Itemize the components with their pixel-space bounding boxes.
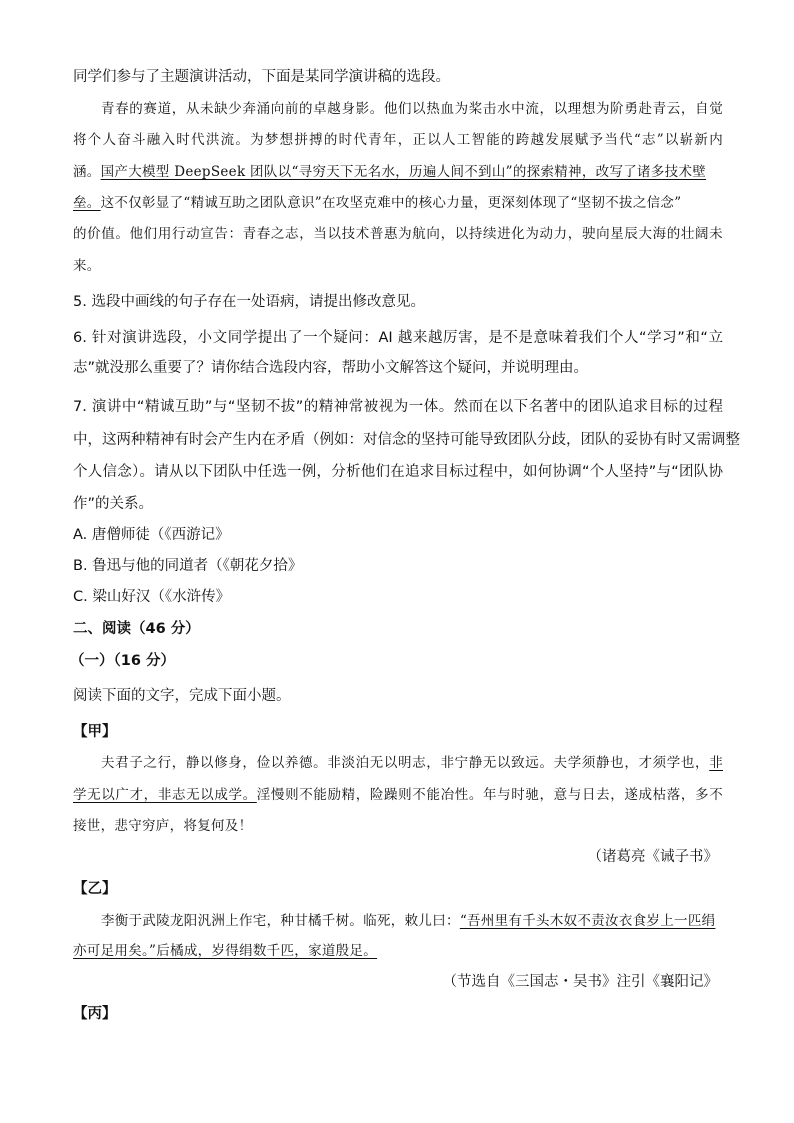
passage-label: 【乙】: [73, 881, 117, 897]
passage-line: 李衡于武陵龙阳汎洲上作宅，种甘橘千树。临死，敕儿曰：“吾州里有千头木奴不责汝衣食岁上一匹绢: [101, 913, 716, 929]
speech-line: 涵。国产大模型 DeepSeek 团队以“寻穷天下无名水，历遍人间不到山”的探索精神，改写了诸多技术壁: [73, 164, 707, 180]
underlined-sentence: 非: [709, 755, 723, 771]
option-b: B. 鲁迅与他的同道者（《朝花夕拾》: [73, 558, 303, 574]
underlined-sentence: 学无以广才，非志无以成学。: [73, 787, 257, 803]
option-a: A. 唐僧师徒（《西游记》: [73, 527, 230, 543]
underlined-sentence: 国产大模型 DeepSeek 团队以“寻穷天下无名水，历遍人间不到山”的探索精神，改写了诸多技术壁: [100, 164, 707, 180]
passage-line: 亦可足用矣。”后橘成，岁得绢数千匹，家道殷足。: [73, 943, 378, 959]
reading-instruction: 阅读下面的文字，完成下面小题。: [73, 688, 291, 704]
underlined-sentence: “吾州里有千头木奴不责汝衣食岁上一匹绢: [459, 913, 716, 929]
question-line: 6. 针对演讲选段，小文同学提出了一个疑问：AI 越来越厉害，是不是意味着我们个人“学习”和“立: [73, 330, 723, 346]
subsection-heading: （一）（16 分）: [70, 653, 175, 669]
passage-line: 夫君子之行，静以修身，俭以养德。非淡泊无以明志，非宁静无以致远。夫学须静也，才须学也，非: [101, 755, 723, 771]
question-line: 个人信念）。请从以下团队中任选一例，分析他们在追求目标过程中，如何协调“个人坚持”与“团队协: [73, 464, 723, 480]
speech-line: 的价值。他们用行动宣告：青春之志，当以技术普惠为航向，以持续进化为动力，驶向星辰大海的壮阔未: [73, 226, 723, 242]
question-line: 中，这两种精神有时会产生内在矛盾（例如：对信念的坚持可能导致团队分歧，团队的妥协有时又需调整: [73, 432, 740, 448]
option-c: C. 梁山好汉（《水浒传》: [73, 589, 231, 605]
speech-line: 来。: [73, 258, 101, 274]
underlined-sentence: 亦可足用矣。”: [73, 943, 157, 959]
underlined-sentence: 垒。: [73, 195, 101, 211]
passage-source: （节选自《三国志・吴书》注引《襄阳记》: [442, 974, 718, 990]
speech-line: 青春的赛道，从未缺少奔涌向前的卓越身影。他们以热血为桨击水中流，以理想为阶勇赴青云，自觉: [101, 101, 723, 117]
passage-label: 【丙】: [73, 1006, 117, 1022]
question-line: 7. 演讲中“精诚互助”与“坚韧不拔”的精神常被视为一体。然而在以下名著中的团队追求目标的过程: [73, 399, 723, 415]
passage-line: 学无以广才，非志无以成学。淫慢则不能励精，险躁则不能冶性。年与时驰，意与日去，遂成枯落，多不: [73, 787, 723, 803]
question-5: 5. 选段中画线的句子存在一处语病，请提出修改意见。: [73, 294, 425, 310]
speech-line: 垒。这不仅彰显了“精诚互助之团队意识”在攻坚克难中的核心力量，更深刻体现了“坚韧不拔之信念”: [73, 195, 682, 211]
passage-line: 接世，悲守穷庐，将复何及！: [73, 818, 253, 834]
section-heading: 二、阅读（46 分）: [73, 621, 200, 637]
speech-line: 将个人奋斗融入时代洪流。为梦想拼搏的时代青年，正以人工智能的跨越发展赋予当代“志”以崭新内: [73, 132, 723, 148]
question-line: 志”就没那么重要了？请你结合选段内容，帮助小文解答这个疑问，并说明理由。: [73, 360, 589, 376]
intro-text: 同学们参与了主题演讲活动，下面是某同学演讲稿的选段。: [73, 69, 450, 85]
passage-label: 【甲】: [73, 724, 117, 740]
question-line: 作”的关系。: [73, 496, 154, 512]
passage-source: （诸葛亮《诫子书》: [587, 849, 718, 865]
